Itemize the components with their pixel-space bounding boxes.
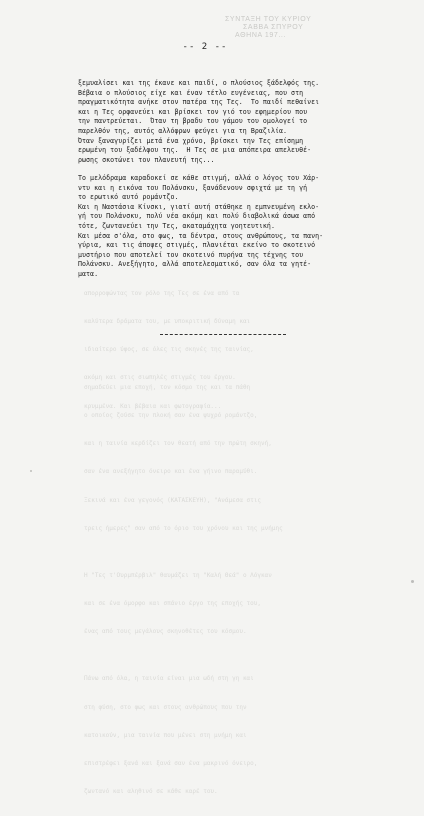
bleed-line: ο οποίος ζούσε την πλοκή σαν ένα ψυχρό ρομάντζο, [84, 412, 258, 420]
bleed-line: καλύτερα δράματα του, με υποκριτική δύναμη και [84, 318, 251, 326]
bleed-line: ακόμη και στις σιωπηλές στιγμές του έργου. [84, 374, 236, 382]
bleed-line: στη φύση, στο φως και στους ανθρώπους που την [84, 703, 247, 711]
bleed-line: Ξεκινά και ένα γεγονός (ΚΑΤΑΣΚΕΥΗ), "Ανάμεσα στις [84, 496, 262, 504]
text-line: ματα. [78, 269, 99, 278]
faded-header-stamp [225, 16, 355, 40]
text-line: ξεμυαλίσει και της έκανε και παιδί, ο πλούσιος ξάδελφός της. [78, 79, 320, 87]
text-line: πραγματικότητα ανήκε στον πατέρα της Τες. Το παιδί πεθαίνει [78, 98, 320, 107]
bleed-line: σημαδεύει μια εποχή, τον κόσμο της και τα πάθη [84, 383, 251, 391]
text-line: Και η Ναστάσια Κίνσκι, γιατί αυτή στάθηκε η εμπνευμένη εκλο- [78, 202, 320, 211]
text-line: ντυ και η εικόνα του Πολάνσκυ, ξανάδενουν σφιχτά με τη γή [78, 183, 308, 192]
text-line: ρωσης σκοτώνει τον πλανευτή της... [78, 155, 215, 164]
section-separator [160, 334, 286, 335]
paper-speck [30, 470, 32, 472]
bleed-line: Η "Τες τ'Ουρμπέρβιλ" θαυμάζει τη "Καλή Θεά" ο Λόγκαν [84, 571, 272, 579]
faded-header-line: ΣΥΝΤΑΞΗ ΤΟΥ ΚΥΡΙΟΥ [225, 16, 312, 23]
text-line: Και μέσα σ'όλα, στο φως, τα δέντρα, στους ανθρώπους, τα πανη- [78, 231, 324, 240]
text-line: Όταν ξαναγυρίζει μετά ένα χρόνο, βρίσκει την Τες επίσημη [78, 136, 304, 145]
faded-header-line: ΣΑΒΒΑ ΣΠΥΡΟΥ [243, 24, 304, 31]
text-line: Το μελόδραμα καραδοκεί σε κάθε στιγμή, αλλά ο λόγος του Χάρ- [78, 174, 320, 182]
bleed-line: ιδιαίτερο ύφος, σε όλες τις σκηνές της ταινίας, [84, 346, 254, 354]
paper-speck [411, 580, 414, 583]
text-line: το ερωτικό αυτό ρομάντζο. [78, 193, 179, 202]
text-line: τότε, ζωντανεύει την Τες, ακαταμάχητα γοητευτική. [78, 221, 275, 230]
text-line: γύρια, και τις άποψες στιγμές, πλανιέται εκείνο το σκοτεινό [78, 241, 316, 250]
text-line: Πολάνσκυ. Ανεξήγητο, αλλά αποτελεσματικό, σαν όλα τα γητέ- [78, 260, 312, 269]
bleed-line: και η ταινία κερδίζει τον θεατή από την πρώτη σκηνή, [84, 440, 272, 448]
text-line: την παντρεύεται. Όταν τη βραδυ του γάμου του ομολογεί το [78, 117, 308, 126]
bleed-line: κρυμμένα. Και βέβαια και φωτογραφία... [84, 402, 222, 410]
bleed-line: κατοικούν, μια ταινία που μένει στη μνήμη και [84, 731, 247, 739]
faded-header-line: ΑΘΗΝΑ 197... [235, 32, 287, 39]
bleed-line: επιστρέφει ξανά και ξανά σαν ένα μακρινό όνειρο, [84, 760, 258, 768]
paragraph-1 [78, 79, 378, 165]
text-line: ερωμένη του ξαδέλφου της. Η Τες σε μια απόπειρα απελευθέ- [78, 146, 312, 155]
text-line: μυστήριο που αποτελεί τον σκοτεινό πυρήνα της τέχνης του [78, 250, 304, 259]
text-line: και η Τες ορφανεύει και βρίσκει τον γιό του εφημερίου που [78, 107, 308, 116]
text-line: γή του Πολάνσκυ, πολύ νέα ακόμη και πολύ διαβολικά άσωα από [78, 212, 316, 221]
page-number: -- 2 -- [182, 42, 228, 52]
bleed-line: ζωντανό και αληθινό σε κάθε καρέ του. [84, 788, 218, 796]
paragraph-2 [78, 174, 378, 280]
bleed-line: Πάνω από όλα, η ταινία είναι μια ωδή στη γη και [84, 675, 254, 683]
bleed-line: και σε ένα όμορφο και σπάνιο έργο της εποχής του, [84, 600, 262, 608]
text-line: Βέβαια ο πλούσιος είχε και έναν τέτλο ευγένειας, που στη [78, 88, 304, 97]
text-line: παρελθόν της, αυτός αλλόφρων φεύγει για τη Βραζιλία. [78, 126, 288, 135]
bleed-through-text-bottom [84, 364, 364, 796]
bleed-line: σαν ένα ανεξήγητο όνειρο και ένα γήινο παραμύθι. [84, 468, 258, 476]
bleed-line: τρεις ήμερες" σαν από το όριο του χρόνου και της μνήμης [84, 524, 283, 532]
bleed-line: απορροφώντας τον ρόλο της Τες σε ένα από τα [84, 289, 240, 297]
bleed-line: ένας από τους μεγάλους σκηνοθέτες του κόσμου. [84, 628, 247, 636]
